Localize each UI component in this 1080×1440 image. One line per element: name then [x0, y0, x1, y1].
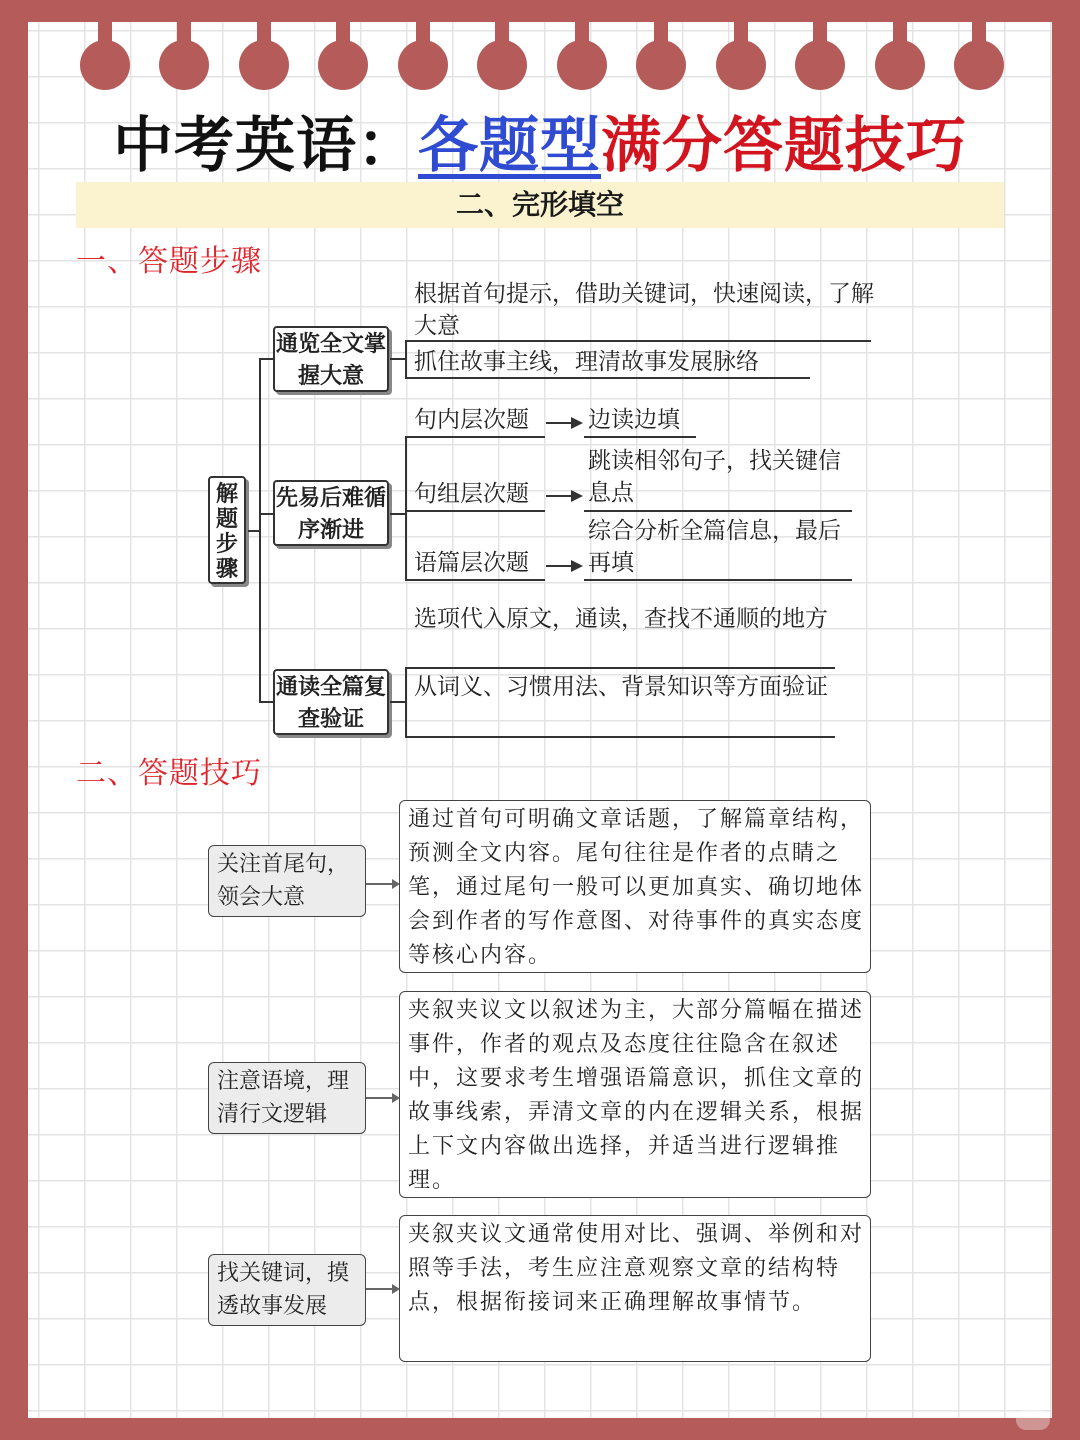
tip-label-box: 找关键词，摸透故事发展 [208, 1254, 366, 1326]
heading-answer-steps: 一、答题步骤 [76, 244, 262, 279]
connector [405, 667, 407, 737]
step-box-easy-first [273, 480, 389, 546]
step-detail: 抓住故事主线，理清故事发展脉络 [414, 349, 759, 375]
connector [390, 513, 406, 515]
binder-hole [636, 40, 686, 90]
binder-hole [477, 40, 527, 90]
binder-holes [0, 0, 1080, 110]
tip-detail-box: 通过首句可明确文章话题，了解篇章结构，预测全文内容。尾句往往是作者的点睛之笔，通过尾句一般可以更加真实、确切地体会到作者的写作意图、对待事件的真实态度等核心内容。 [399, 800, 871, 973]
heading-answer-tips: 二、答题技巧 [76, 756, 262, 791]
root-node-label: 解题步骤 [215, 482, 238, 582]
tip-arrow [366, 1288, 398, 1290]
step-detail: 从词义、习惯用法、背景知识等方面验证 [414, 674, 828, 700]
binder-hole [795, 40, 845, 90]
tip-detail-box: 夹叙夹议文以叙述为主，大部分篇幅在描述事件，作者的观点及态度往往隐含在叙述中，这要求考生增强语篇意识，抓住文章的故事线索，弄清文章的内在逻辑关系，根据上下文内容做出选择，并适当进行逻辑推理。 [399, 991, 871, 1198]
step-detail: 根据首句提示，借助关键词，快速阅读，了解大意 [414, 281, 874, 339]
question-type: 语篇层次题 [414, 550, 529, 576]
binder-hole [875, 40, 925, 90]
binder-hole [398, 40, 448, 90]
arrow-head-icon [571, 560, 583, 572]
title-part2: 各题型 [418, 111, 601, 181]
connector [259, 701, 273, 703]
tip-arrow [366, 883, 398, 885]
connector [390, 701, 406, 703]
underline [405, 736, 835, 738]
arrow-shaft [546, 495, 572, 497]
connector [259, 513, 273, 515]
tip-arrow [366, 1097, 398, 1099]
step-label: 通读全篇复查验证 [275, 675, 386, 732]
strategy-tip: 边读边填 [588, 407, 680, 433]
underline [584, 436, 696, 438]
tip-detail-box: 夹叙夹议文通常使用对比、强调、举例和对照等手法，考生应注意观察文章的结构特点，根据衔接词来正确理解故事情节。 [399, 1215, 871, 1362]
step-label: 先易后难循序渐进 [275, 486, 386, 543]
binder-hole [80, 40, 130, 90]
strategy-tip: 综合分析全篇信息，最后再填 [588, 518, 841, 576]
connector [390, 358, 406, 360]
tip-label-box: 关注首尾句，领会大意 [208, 845, 366, 917]
binder-hole [318, 40, 368, 90]
question-type: 句组层次题 [414, 481, 529, 507]
connector [259, 358, 273, 360]
binder-hole [159, 40, 209, 90]
tip-label-box: 注意语境，理清行文逻辑 [208, 1062, 366, 1134]
binder-hole [954, 40, 1004, 90]
binder-hole [557, 40, 607, 90]
page-title [0, 98, 1080, 184]
binder-hole [239, 40, 289, 90]
arrow-shaft [546, 422, 572, 424]
arrow-shaft [546, 565, 572, 567]
notebook-sheet [28, 22, 1052, 1418]
underline [405, 579, 545, 581]
binder-hole [716, 40, 766, 90]
underline [405, 436, 545, 438]
strategy-tip: 跳读相邻句子，找关键信息点 [588, 448, 841, 506]
arrow-head-icon [571, 417, 583, 429]
step-box-overview [273, 326, 389, 392]
underline [584, 579, 852, 581]
section-banner: 二、完形填空 [76, 182, 1004, 228]
step-label: 通览全文掌握大意 [275, 332, 386, 389]
arrow-head-icon [571, 490, 583, 502]
underline [405, 667, 835, 669]
title-part1: 中考英语： [113, 111, 418, 181]
connector [259, 358, 261, 702]
connector [405, 340, 407, 378]
root-node-steps [208, 476, 246, 584]
underline [584, 510, 852, 512]
underline [405, 510, 545, 512]
watermark-badge [1016, 1410, 1050, 1430]
step-box-review [273, 669, 389, 735]
title-part3: 满分答题技巧 [601, 111, 967, 181]
question-type: 句内层次题 [414, 407, 529, 433]
step-detail: 选项代入原文，通读，查找不通顺的地方 [414, 606, 828, 632]
connector [405, 436, 407, 580]
